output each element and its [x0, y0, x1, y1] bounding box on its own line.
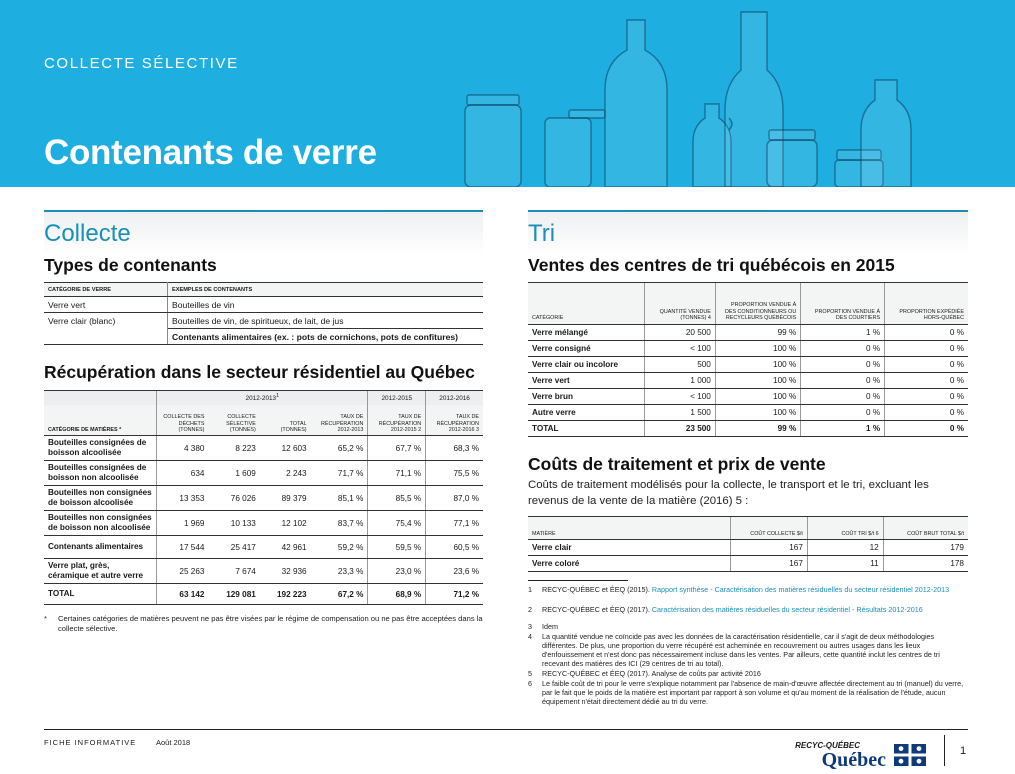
recyc-quebec-logo: [766, 739, 926, 769]
fleur-de-lis-flag-icon: [894, 744, 926, 766]
table-cell: Verre vert: [44, 297, 168, 313]
table-cell: 68,3 %: [426, 436, 483, 461]
column-header: CATÉGORIE: [528, 283, 645, 325]
column-header: PROPORTION VENDUE À DES CONDITIONNEURS OU RECYCLEURS QUÉBÉCOIS: [715, 283, 800, 325]
total-row: [528, 421, 968, 437]
types-header-cell: EXEMPLES DE CONTENANTS: [168, 283, 484, 297]
table-row: [44, 297, 483, 313]
table-cell: 42 961: [260, 536, 311, 559]
footnote-text: RECYC-QUÉBEC et ÉEQ (2017). Analyse de coûts par activité 2016: [542, 669, 761, 678]
table-cell: TOTAL: [528, 421, 645, 437]
categories-note: Certaines catégories de matières peuvent ne pas être visées par le régime de compensation ou ne pas être acceptées dans la collecte sélective.: [58, 614, 483, 633]
table-cell: 10 133: [208, 511, 259, 536]
table-cell: Bouteilles de vin: [168, 297, 484, 313]
table-cell: 71,1 %: [368, 461, 426, 486]
table-cell: < 100: [645, 389, 715, 405]
column-header: COÛT TRI $/t 6: [807, 517, 883, 540]
table-cell: 1 %: [801, 421, 885, 437]
table-cell: 23,0 %: [368, 559, 426, 584]
table-cell: 0 %: [885, 373, 968, 389]
table-cell: 0 %: [801, 341, 885, 357]
table-cell: 12 102: [260, 511, 311, 536]
table-cell: TOTAL: [44, 584, 157, 605]
header-banner: [0, 0, 1015, 187]
table-cell: 7 674: [208, 559, 259, 584]
table-cell: 13 353: [157, 486, 209, 511]
table-cell: 4 380: [157, 436, 209, 461]
table-cell: Contenants alimentaires (ex. : pots de cornichons, pots de confitures): [168, 329, 484, 345]
table-cell: 100 %: [715, 405, 800, 421]
table-row: [44, 536, 483, 559]
footnote-number: 3: [528, 622, 532, 631]
section-kicker: COLLECTE SÉLECTIVE: [44, 55, 239, 72]
table-cell: < 100: [645, 341, 715, 357]
table-cell: 59,2 %: [311, 536, 368, 559]
table-row: [44, 559, 483, 584]
table-cell: 12: [807, 540, 883, 556]
table-cell: 0 %: [801, 405, 885, 421]
column-header: COÛT COLLECTE $/t: [731, 517, 808, 540]
table-cell: 89 379: [260, 486, 311, 511]
table-cell: 87,0 %: [426, 486, 483, 511]
table-cell: 1 500: [645, 405, 715, 421]
table-cell: 0 %: [885, 421, 968, 437]
table-cell: 1 000: [645, 373, 715, 389]
footnote-text: RECYC-QUÉBEC et ÉEQ (2017). Caractérisation des matières résiduelles du secteur résidentiel - Résultats 2012-2016: [542, 605, 923, 614]
table-cell: 500: [645, 357, 715, 373]
footnote-number: 5: [528, 669, 532, 678]
types-header-cell: CATÉGORIE DE VERRE: [44, 283, 168, 297]
table-cell: 23 500: [645, 421, 715, 437]
table-row: [44, 329, 483, 345]
table-cell: 75,5 %: [426, 461, 483, 486]
table-cell: 75,4 %: [368, 511, 426, 536]
table-cell: 178: [883, 556, 968, 572]
table-cell: 85,1 %: [311, 486, 368, 511]
table-cell: 179: [883, 540, 968, 556]
column-header: COLLECTE SÉLECTIVE (TONNES): [208, 405, 259, 436]
tri-heading: Tri: [528, 220, 556, 247]
column-header: TAUX DE RÉCUPÉRATION 2012-2013: [311, 405, 368, 436]
total-row: [44, 584, 483, 605]
table-cell: Verre vert: [528, 373, 645, 389]
table-cell: 167: [731, 556, 808, 572]
column-header: PROPORTION VENDUE À DES COURTIERS: [801, 283, 885, 325]
couts-description: Coûts de traitement modélisés pour la collecte, le transport et le tri, excluant les revenus de la vente de la matière (2016) 5 :: [528, 479, 929, 507]
table-cell: 634: [157, 461, 209, 486]
table-cell: Bouteilles non consignées de boisson alcoolisée: [44, 486, 157, 511]
table-cell: 100 %: [715, 357, 800, 373]
column-header: TAUX DE RÉCUPÉRATION 2012-2016 3: [426, 405, 483, 436]
table-cell: 63 142: [157, 584, 209, 605]
footer-divider: [944, 735, 945, 766]
table-row: [44, 486, 483, 511]
footnote-text: La quantité vendue ne coïncide pas avec les données de la caractérisation résidentielle, car il s'agit de deux méthodologies différentes. De plus, une proportion du verre récupéré est acheminée en recouvrement ou autres usages dans les lieux d'enfouissement et n'est donc pas nécessairement incluse dans les ventes. Par ailleurs, cette quantité inclut les centres de tri recevant des matières des ICI (29 centres de tri au total).: [542, 632, 940, 669]
ventes-title: Ventes des centres de tri québécois en 2015: [528, 255, 895, 275]
table-cell: Verre consigné: [528, 341, 645, 357]
table-cell: Verre plat, grès, céramique et autre verre: [44, 559, 157, 584]
footnote-text: Idem: [542, 622, 558, 631]
table-cell: Verre clair (blanc): [44, 313, 168, 329]
footnote-number: 4: [528, 632, 532, 641]
column-header: PROPORTION EXPÉDIÉE HORS-QUÉBEC: [885, 283, 968, 325]
page-number: 1: [960, 745, 967, 757]
table-cell: 11: [807, 556, 883, 572]
footnote-link[interactable]: Caractérisation des matières résiduelles du secteur résidentiel - Résultats 2012-2016: [651, 605, 923, 614]
table-cell: 0 %: [801, 357, 885, 373]
table-cell: Verre clair: [528, 540, 731, 556]
table-cell: 71,7 %: [311, 461, 368, 486]
recuperation-title: Récupération dans le secteur résidentiel au Québec: [44, 362, 475, 382]
table-cell: 0 %: [885, 341, 968, 357]
ventes-table: [528, 282, 968, 437]
table-row: [528, 373, 968, 389]
column-header: TAUX DE RÉCUPÉRATION 2012-2015 2: [368, 405, 426, 436]
tri-section-header: [528, 210, 968, 256]
table-cell: 23,3 %: [311, 559, 368, 584]
table-row: [44, 436, 483, 461]
table-cell: Bouteilles consignées de boisson alcoolisée: [44, 436, 157, 461]
table-cell: 100 %: [715, 389, 800, 405]
table-cell: 0 %: [801, 373, 885, 389]
table-cell: 25 263: [157, 559, 209, 584]
period-header: 2012-2016: [426, 391, 483, 406]
table-cell: 76 026: [208, 486, 259, 511]
table-cell: 1 969: [157, 511, 209, 536]
table-cell: 1 %: [801, 325, 885, 341]
table-cell: 0 %: [885, 405, 968, 421]
table-cell: 0 %: [885, 325, 968, 341]
table-cell: 85,5 %: [368, 486, 426, 511]
table-cell: 0 %: [801, 389, 885, 405]
logo-top-text: RECYC-QUÉBEC: [795, 741, 860, 750]
table-row: [44, 511, 483, 536]
table-cell: Verre coloré: [528, 556, 731, 572]
table-cell: 59,5 %: [368, 536, 426, 559]
table-cell: 0 %: [885, 389, 968, 405]
footer-date: Août 2018: [156, 738, 191, 747]
column-header: TOTAL (TONNES): [260, 405, 311, 436]
table-cell: 25 417: [208, 536, 259, 559]
footnote-text: Le faible coût de tri pour le verre s'explique notamment par l'absence de main-d'œuvre affectée directement au tri (manuel) du verre, par le fait que le poids de la matière est important par rapport à son volume et qu'au moment de la réalisation de l'étude, aucun équipement n'était directement dédié au tri du verre.: [542, 679, 964, 707]
table-cell: 60,5 %: [426, 536, 483, 559]
table-cell: Verre brun: [528, 389, 645, 405]
table-row: [528, 540, 968, 556]
collecte-heading: Collecte: [44, 220, 131, 247]
types-table: [44, 282, 483, 345]
table-row: [44, 461, 483, 486]
table-cell: 32 936: [260, 559, 311, 584]
footnote-number: 1: [528, 585, 532, 594]
period-header: 2012-2013$^1$: [157, 391, 368, 406]
table-cell: 20 500: [645, 325, 715, 341]
table-cell: 129 081: [208, 584, 259, 605]
table-cell: 23,6 %: [426, 559, 483, 584]
table-cell: Verre clair ou incolore: [528, 357, 645, 373]
table-row: [528, 405, 968, 421]
table-cell: Autre verre: [528, 405, 645, 421]
table-cell: Bouteilles de vin, de spiritueux, de lait, de jus: [168, 313, 484, 329]
table-cell: Bouteilles consignées de boisson non alcoolisée: [44, 461, 157, 486]
table-cell: 83,7 %: [311, 511, 368, 536]
note-marker: *: [44, 614, 47, 623]
table-row: [528, 341, 968, 357]
column-header: COÛT BRUT TOTAL $/t: [883, 517, 968, 540]
table-row: [528, 389, 968, 405]
table-cell: 1 609: [208, 461, 259, 486]
table-cell: 100 %: [715, 341, 800, 357]
footnote-divider: [528, 580, 628, 581]
table-cell: [44, 329, 168, 345]
table-row: [528, 357, 968, 373]
couts-table: [528, 516, 968, 572]
table-cell: 65,2 %: [311, 436, 368, 461]
logo-main-text: Québec: [821, 749, 886, 771]
footer-label: FICHE INFORMATIVE: [44, 738, 137, 747]
glass-jars-illustration: [455, 0, 1015, 187]
table-cell: 167: [731, 540, 808, 556]
couts-title: Coûts de traitement et prix de vente: [528, 454, 826, 474]
footnote-text: RECYC-QUÉBEC et ÉEQ (2015). Rapport synthèse - Caractérisation des matières résiduelles du secteur résidentiel 2012-2013: [542, 585, 950, 594]
table-cell: 0 %: [885, 357, 968, 373]
table-cell: 71,2 %: [426, 584, 483, 605]
collecte-column: [44, 210, 483, 633]
tri-column: [528, 210, 968, 568]
footnote-link[interactable]: Rapport synthèse - Caractérisation des matières résiduelles du secteur résidentiel 2012-2013: [651, 585, 950, 594]
table-cell: 100 %: [715, 373, 800, 389]
footnote-number: 6: [528, 679, 532, 688]
table-cell: 77,1 %: [426, 511, 483, 536]
column-header: CATÉGORIE DE MATIÈRES *: [44, 405, 157, 436]
period-header: 2012-2015: [368, 391, 426, 406]
collecte-section-header: [44, 210, 483, 256]
table-cell: 8 223: [208, 436, 259, 461]
footnote-number: 2: [528, 605, 532, 614]
table-cell: 99 %: [715, 325, 800, 341]
table-cell: 67,2 %: [311, 584, 368, 605]
table-row: [528, 556, 968, 572]
table-row: [44, 313, 483, 329]
table-cell: 68,9 %: [368, 584, 426, 605]
table-cell: 67,7 %: [368, 436, 426, 461]
table-cell: 99 %: [715, 421, 800, 437]
column-header: QUANTITÉ VENDUE (TONNES) 4: [645, 283, 715, 325]
table-cell: 12 603: [260, 436, 311, 461]
table-cell: 192 223: [260, 584, 311, 605]
page-title: Contenants de verre: [44, 133, 377, 172]
table-cell: 2 243: [260, 461, 311, 486]
column-header: MATIÈRE: [528, 517, 731, 540]
table-cell: 17 544: [157, 536, 209, 559]
table-cell: Verre mélangé: [528, 325, 645, 341]
types-title: Types de contenants: [44, 255, 217, 275]
table-cell: Bouteilles non consignées de boisson non alcoolisée: [44, 511, 157, 536]
column-header: COLLECTE DES DÉCHETS (TONNES): [157, 405, 209, 436]
table-row: [528, 325, 968, 341]
table-cell: Contenants alimentaires: [44, 536, 157, 559]
recuperation-table: [44, 390, 483, 605]
